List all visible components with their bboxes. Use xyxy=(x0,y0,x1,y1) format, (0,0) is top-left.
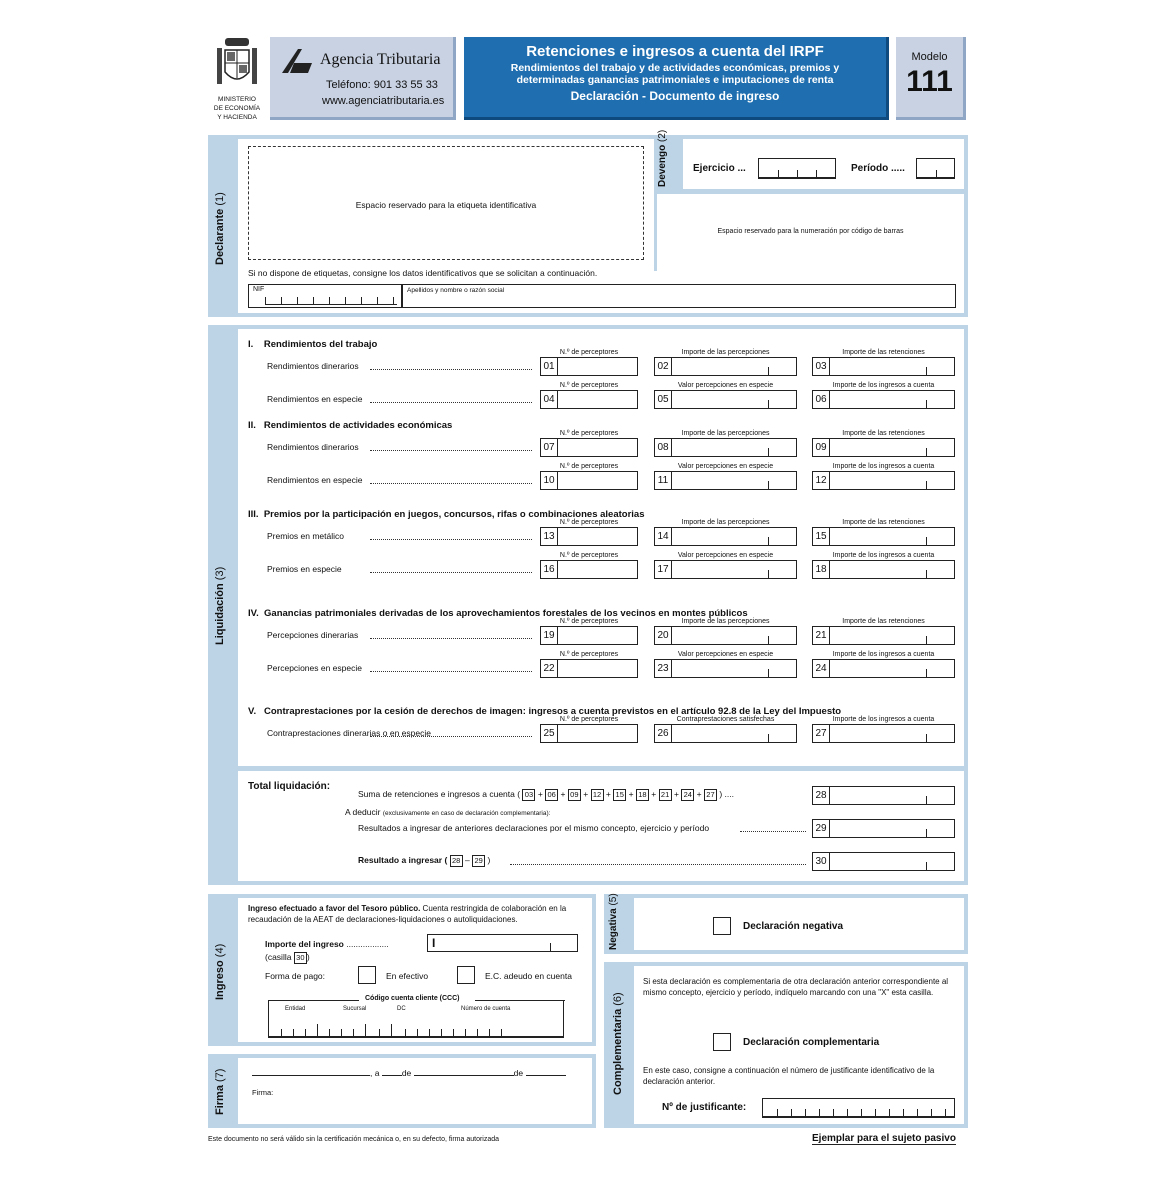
box-number: 07 xyxy=(541,439,558,456)
importe-field[interactable]: I xyxy=(427,934,578,952)
justificante-field[interactable] xyxy=(762,1098,955,1118)
agency-phone: Teléfono: 901 33 55 33 xyxy=(326,79,438,91)
form-subtitle-3: Declaración - Documento de ingreso xyxy=(570,89,780,103)
box-24[interactable] xyxy=(812,659,955,678)
efectivo-label: En efectivo xyxy=(386,971,429,981)
box-number: 03 xyxy=(813,358,830,375)
box-number: 14 xyxy=(655,528,672,545)
box-number: 21 xyxy=(813,627,830,644)
resultado-line: Resultado a ingresar ( 28 – 29 ) xyxy=(358,855,491,865)
box-number: 12 xyxy=(813,472,830,489)
column-header: N.º de perceptores xyxy=(559,430,619,437)
box-number: 20 xyxy=(655,627,672,644)
box-04[interactable] xyxy=(540,390,638,409)
column-header: Contraprestaciones satisfechas xyxy=(676,716,775,723)
liquidacion-side-label: Liquidación (3) xyxy=(214,566,226,645)
row-label: Percepciones en especie xyxy=(267,663,362,673)
firma-label: Firma: xyxy=(252,1088,274,1097)
leader-dots xyxy=(370,539,532,540)
form-title: Retenciones e ingresos a cuenta del IRPF xyxy=(526,43,824,60)
box-number: 02 xyxy=(655,358,672,375)
box-13[interactable] xyxy=(540,527,638,546)
column-header: N.º de perceptores xyxy=(559,382,619,389)
column-header: Valor percepciones en especie xyxy=(677,552,774,559)
row-label: Premios en especie xyxy=(267,564,342,574)
row-label: Rendimientos dinerarios xyxy=(267,442,359,452)
complementaria-text1: Si esta declaración es complementaria de otra declaración anterior correspondiente al mismo concepto, ejercicio y período, indíquelo marcando con una "X" esta casilla. xyxy=(643,977,949,997)
box-number: 16 xyxy=(541,561,558,578)
row-label: Percepciones dinerarias xyxy=(267,630,359,640)
column-header: N.º de perceptores xyxy=(559,552,619,559)
ccc-field[interactable]: Código cuenta cliente (CCC) Entidad Sucursal DC Número de cuenta xyxy=(268,1000,564,1038)
column-header: Importe de los ingresos a cuenta xyxy=(832,463,935,470)
suma-line: Suma de retenciones e ingresos a cuenta ( 03 + 06 + 09 + 12 + 15 + 18 + 21 + 24 + 27 ) .... xyxy=(358,789,734,799)
ingreso-intro: Ingreso efectuado a favor del Tesoro público. Cuenta restringida de colaboración en la recaudación de la AEAT de declaraciones-liquidaciones o autoliquidaciones. xyxy=(248,904,567,924)
box-25[interactable] xyxy=(540,724,638,743)
box-number: 18 xyxy=(813,561,830,578)
box-05[interactable] xyxy=(654,390,797,409)
box-29[interactable]: 29 xyxy=(812,819,955,838)
box-18[interactable] xyxy=(812,560,955,579)
box-22[interactable] xyxy=(540,659,638,678)
box-number: 24 xyxy=(813,660,830,677)
box-number: 04 xyxy=(541,391,558,408)
box-27[interactable] xyxy=(812,724,955,743)
suma-ref-box: 12 xyxy=(591,789,604,801)
ejercicio-label: Ejercicio ... xyxy=(693,163,746,174)
box-11[interactable] xyxy=(654,471,797,490)
leader-dots xyxy=(370,450,532,451)
column-header: Importe de las retenciones xyxy=(842,430,925,437)
box-number: 22 xyxy=(541,660,558,677)
column-header: Importe de los ingresos a cuenta xyxy=(832,716,935,723)
complementaria-side-label: Complementaria (6) xyxy=(612,992,624,1095)
column-header: Importe de los ingresos a cuenta xyxy=(832,382,935,389)
column-header: Valor percepciones en especie xyxy=(677,382,774,389)
column-header: Importe de las percepciones xyxy=(681,430,770,437)
form-subtitle-2: determinadas ganancias patrimoniales e imputaciones de renta xyxy=(516,74,834,86)
leader-dots xyxy=(370,736,532,737)
column-header: N.º de perceptores xyxy=(559,618,619,625)
agency-name: Agencia Tributaria xyxy=(320,51,441,68)
box-number: 27 xyxy=(813,725,830,742)
suma-refs: 03 + 06 + 09 + 12 + 15 + 18 + 21 + 24 + 27 xyxy=(522,789,717,799)
suma-ref-box: 09 xyxy=(568,789,581,801)
nif-field[interactable]: NIF xyxy=(248,284,402,308)
column-header: Valor percepciones en especie xyxy=(677,463,774,470)
box-07[interactable] xyxy=(540,438,638,457)
box-number: 05 xyxy=(655,391,672,408)
complementaria-text2: En este caso, consigne a continuación el número de justificante identificativo de la declaración anterior. xyxy=(643,1066,935,1086)
column-header: Valor percepciones en especie xyxy=(677,651,774,658)
box-30[interactable]: 30 xyxy=(812,852,955,871)
section-title: V. Contraprestaciones por la cesión de derechos de imagen: ingresos a cuenta previstos en el artículo 92.8 de la Ley del Impuesto xyxy=(248,706,842,717)
section-title: I. Rendimientos del trabajo xyxy=(248,339,378,350)
box-20[interactable] xyxy=(654,626,797,645)
no-labels-text: Si no dispone de etiquetas, consigne los datos identificativos que se solicitan a continuación. xyxy=(248,268,598,278)
box-number: 15 xyxy=(813,528,830,545)
model-box xyxy=(896,37,966,120)
box-number: 26 xyxy=(655,725,672,742)
row-label: Rendimientos en especie xyxy=(267,394,363,404)
leader-dots xyxy=(370,369,532,370)
suma-ref-box: 24 xyxy=(681,789,694,801)
box-number: 13 xyxy=(541,528,558,545)
agency-logo-icon xyxy=(280,47,314,80)
column-header: N.º de perceptores xyxy=(559,519,619,526)
total-title: Total liquidación: xyxy=(248,781,331,792)
footer-copy: Ejemplar para el sujeto pasivo xyxy=(812,1133,956,1144)
periodo-field[interactable] xyxy=(916,158,955,179)
declarante-side-label: Declarante (1) xyxy=(214,192,226,265)
box-08[interactable] xyxy=(654,438,797,457)
column-header: Importe de las retenciones xyxy=(842,519,925,526)
box-16[interactable] xyxy=(540,560,638,579)
complementaria-checkbox[interactable] xyxy=(713,1033,731,1051)
box-number: 19 xyxy=(541,627,558,644)
periodo-label: Período ..... xyxy=(851,163,905,174)
box-12[interactable] xyxy=(812,471,955,490)
box-number: 17 xyxy=(655,561,672,578)
model-number: 111 xyxy=(906,65,953,98)
box-03[interactable] xyxy=(812,357,955,376)
row-label: Premios en metálico xyxy=(267,531,345,541)
box-21[interactable] xyxy=(812,626,955,645)
column-header: N.º de perceptores xyxy=(559,463,619,470)
box-10[interactable] xyxy=(540,471,638,490)
suma-ref-box: 15 xyxy=(613,789,626,801)
row-label: Rendimientos dinerarios xyxy=(267,361,359,371)
column-header: Importe de las retenciones xyxy=(842,618,925,625)
model-label: Modelo xyxy=(911,51,948,63)
column-header: Importe de las percepciones xyxy=(681,519,770,526)
devengo-side-label: Devengo (2) xyxy=(657,129,668,187)
column-header: Importe de las percepciones xyxy=(681,618,770,625)
column-header: N.º de perceptores xyxy=(559,349,619,356)
row-label: Contraprestaciones dinerarias o en especie xyxy=(267,728,431,738)
box-number: 06 xyxy=(813,391,830,408)
leader-dots xyxy=(370,671,532,672)
box-26[interactable] xyxy=(654,724,797,743)
suma-ref-box: 03 xyxy=(522,789,535,801)
box-number: 08 xyxy=(655,439,672,456)
box-09[interactable] xyxy=(812,438,955,457)
deducir-line: A deducir (exclusivamente en caso de declaración complementaria): xyxy=(345,807,551,817)
adeudo-checkbox[interactable] xyxy=(457,966,475,984)
column-header: Importe de las retenciones xyxy=(842,349,925,356)
column-header: N.º de perceptores xyxy=(559,716,619,723)
complementaria-label: Declaración complementaria xyxy=(743,1037,880,1048)
negativa-checkbox[interactable] xyxy=(713,917,731,935)
box-number: 25 xyxy=(541,725,558,742)
column-header: Importe de los ingresos a cuenta xyxy=(832,552,935,559)
suma-ref-box: 18 xyxy=(636,789,649,801)
column-header: N.º de perceptores xyxy=(559,651,619,658)
negativa-label: Declaración negativa xyxy=(743,921,844,932)
form-subtitle-1: Rendimientos del trabajo y de actividades económicas, premios y xyxy=(510,62,840,74)
box-14[interactable] xyxy=(654,527,797,546)
efectivo-checkbox[interactable] xyxy=(358,966,376,984)
box-number: 10 xyxy=(541,472,558,489)
leader-dots xyxy=(370,638,532,639)
ingreso-side-label: Ingreso (4) xyxy=(214,943,226,1000)
box-19[interactable] xyxy=(540,626,638,645)
section-title: III. Premios por la participación en juegos, concursos, rifas o combinaciones aleatorias xyxy=(248,509,645,520)
suma-ref-box: 21 xyxy=(659,789,672,801)
leader-dots xyxy=(370,483,532,484)
firma-side-label: Firma (7) xyxy=(214,1068,226,1115)
section-title: IV. Ganancias patrimoniales derivadas de los aprovechamientos forestales de los vecinos en montes públicos xyxy=(248,608,748,619)
box-number: 09 xyxy=(813,439,830,456)
row-label: Rendimientos en especie xyxy=(267,475,363,485)
agency-website: www.agenciatributaria.es xyxy=(322,95,445,107)
box-23[interactable] xyxy=(654,659,797,678)
box-06[interactable] xyxy=(812,390,955,409)
agency-box xyxy=(270,37,456,120)
label-space: Espacio reservado para la etiqueta identificativa xyxy=(248,146,644,260)
box-15[interactable] xyxy=(812,527,955,546)
box-number: 11 xyxy=(655,472,672,489)
adeudo-label: E.C. adeudo en cuenta xyxy=(485,971,572,981)
box-01[interactable] xyxy=(540,357,638,376)
ejercicio-field[interactable] xyxy=(758,158,836,179)
coat-of-arms xyxy=(213,36,261,92)
box-number: 01 xyxy=(541,358,558,375)
barcode-space: Espacio reservado para la numeración por código de barras xyxy=(657,194,964,271)
ministry-name: MINISTERIO DE ECONOMÍA Y HACIENDA xyxy=(213,96,261,121)
box-17[interactable] xyxy=(654,560,797,579)
firma-place-date: , a de de xyxy=(252,1068,566,1078)
forma-pago-label: Forma de pago: xyxy=(265,971,326,981)
column-header: Importe de las percepciones xyxy=(681,349,770,356)
justificante-label: Nº de justificante: xyxy=(662,1102,747,1113)
negativa-side-label: Negativa (5) xyxy=(608,893,619,950)
box-28[interactable]: 28 xyxy=(812,786,955,805)
section-title: II. Rendimientos de actividades económicas xyxy=(248,420,453,431)
box-02[interactable] xyxy=(654,357,797,376)
importe-label: Importe del ingreso .................. (casilla 30 ) xyxy=(265,939,389,962)
name-field[interactable]: Apellidos y nombre o razón social xyxy=(402,284,956,308)
nif-combs xyxy=(265,293,397,305)
anteriores-line: Resultados a ingresar de anteriores declaraciones por el mismo concepto, ejercicio y período xyxy=(358,823,710,833)
footer-note: Este documento no será válido sin la certificación mecánica o, en su defecto, firma autorizada xyxy=(208,1136,500,1143)
leader-dots xyxy=(370,572,532,573)
column-header: Importe de los ingresos a cuenta xyxy=(832,651,935,658)
leader-dots xyxy=(370,402,532,403)
box-number: 23 xyxy=(655,660,672,677)
suma-ref-box: 27 xyxy=(704,789,717,801)
title-box xyxy=(464,37,889,120)
suma-ref-box: 06 xyxy=(545,789,558,801)
